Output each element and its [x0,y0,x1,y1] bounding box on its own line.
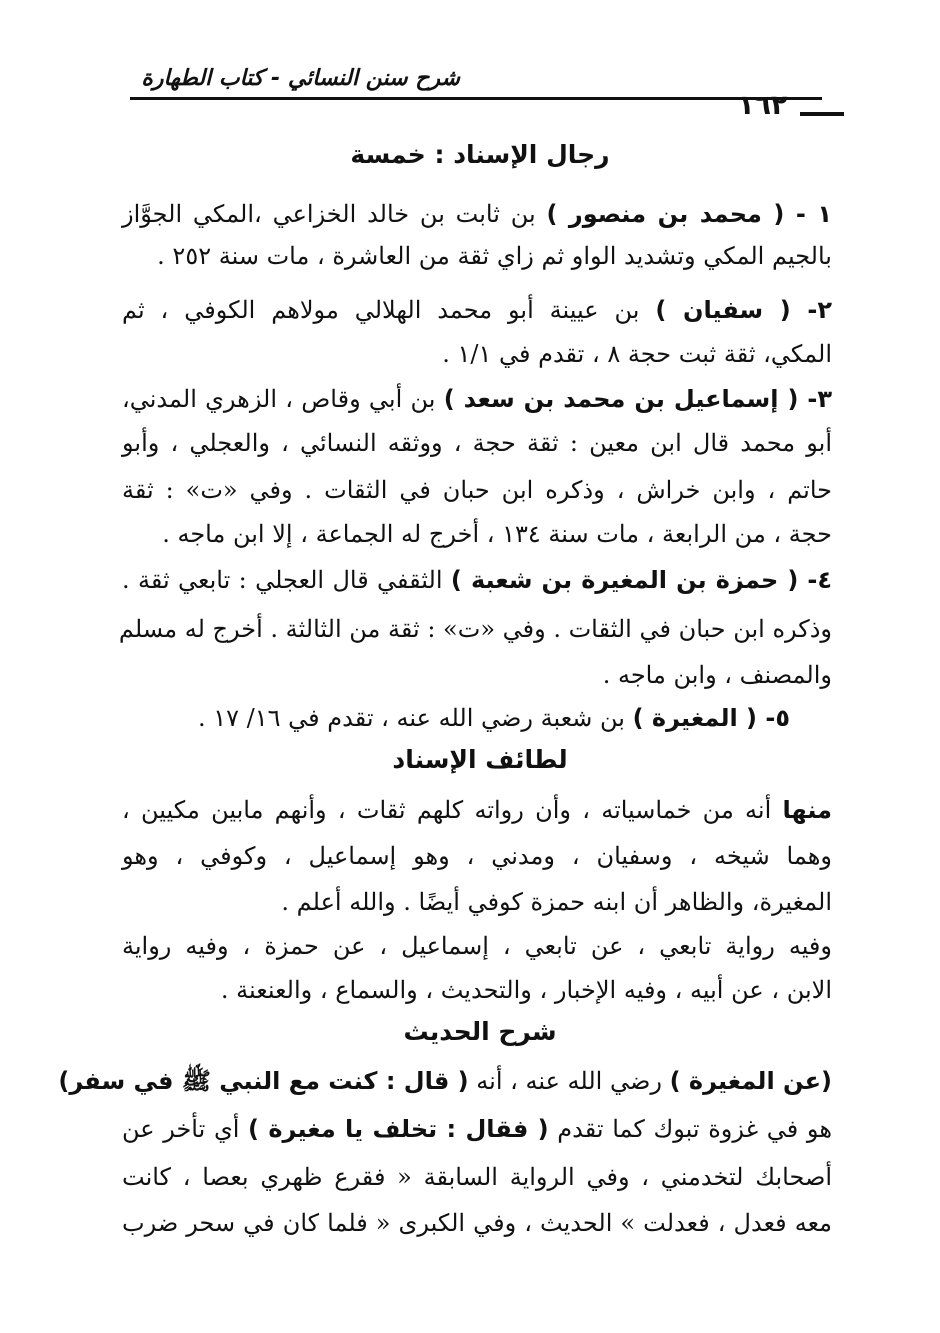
narrator-1-line-2: بالجيم المكي وتشديد الواو ثم زاي ثقة من العاشرة ، مات سنة ٢٥٢ . [157,242,832,270]
narrator-4-line-1 [122,563,832,597]
narrator-2-line-1 [122,293,832,327]
section-title-sharh: شرح الحديث [403,1017,557,1046]
narrator-3-text: بن أبي وقاص ، الزهري المدني، [122,385,444,413]
sharh-text-2: هو في غزوة تبوك كما تقدم [548,1115,832,1143]
narrator-3-line-3: حاتم ، وابن خراش ، وذكره ابن حبان في الثقات . وفي «ت» : ثقة [122,476,832,504]
narrator-2-text: بن عيينة أبو محمد الهلالي مولاهم الكوفي ، ثم [122,296,656,324]
sharh-quote-3: ( فقال : تخلف يا مغيرة ) [248,1115,549,1143]
sharh-line-4: معه فعدل ، فعدلت » الحديث ، وفي الكبرى « فلما كان في سحر ضرب [122,1209,832,1237]
narrator-2-name: ٢- ( سفيان ) [655,296,832,324]
sharh-quote-1: (عن المغيرة ) [669,1067,832,1095]
lataif-line-5: الابن ، عن أبيه ، وفيه الإخبار ، والتحديث ، والسماع ، والعنعنة . [220,976,832,1004]
sharh-line-3: أصحابك لتخدمني ، وفي الرواية السابقة « فقرع ظهري بعصا ، كانت [122,1163,832,1191]
sharh-quote-2: ( قال : كنت مع النبي ﷺ في سفر) [58,1067,469,1095]
narrator-5-line-1 [122,701,790,735]
narrator-3-line-1 [122,382,832,416]
lataif-line-4: وفيه رواية تابعي ، عن تابعي ، إسماعيل ، عن حمزة ، وفيه رواية [122,932,832,960]
sharh-line-1 [58,1064,832,1098]
narrator-1-text: بن ثابت بن خالد الخزاعي ،المكي الجوَّاز [122,200,547,228]
narrator-3-name: ٣- ( إسماعيل بن محمد بن سعد ) [443,385,833,413]
section-title-isnad-men: رجال الإسناد : خمسة [350,140,610,169]
narrator-4-line-3: والمصنف ، وابن ماجه . [602,661,832,689]
narrator-2-line-2: المكي، ثقة ثبت حجة ٨ ، تقدم في ١/١ . [442,340,832,368]
narrator-3-line-4: حجة ، من الرابعة ، مات سنة ١٣٤ ، أخرج له الجماعة ، إلا ابن ماجه . [162,520,832,548]
lataif-text: أنه من خماسياته ، وأن رواته كلهم ثقات ، وأنهم مابين مكيين ، [122,796,783,824]
narrator-5-name: ٥- ( المغيرة ) [632,704,790,732]
page-number: ١٦٢ [738,90,788,121]
narrator-1-name: ١ - ( محمد بن منصور ) [546,200,832,228]
lataif-line-2: وهما شيخه ، وسفيان ، ومدني ، وهو إسماعيل ، وكوفي ، وهو [122,842,832,870]
narrator-4-name: ٤- ( حمزة بن المغيرة بن شعبة ) [450,566,832,594]
header-rule [130,97,822,100]
sharh-line-2 [122,1112,832,1146]
sharh-text-1: رضي الله عنه ، أنه [468,1067,670,1095]
narrator-3-line-2: أبو محمد قال ابن معين : ثقة حجة ، ووثقه النسائي ، والعجلي ، وأبو [122,429,832,457]
narrator-1-line-1 [122,197,832,231]
running-header-title: شرح سنن النسائي - كتاب الطهارة [141,66,460,91]
narrator-5-text: بن شعبة رضي الله عنه ، تقدم في ١٦/ ١٧ . [197,704,633,732]
page-number-dash [800,112,844,116]
section-title-lataif: لطائف الإسناد [392,745,568,774]
sharh-text-3: أي تأخر عن [122,1115,249,1143]
narrator-4-line-2: وذكره ابن حبان في الثقات . وفي «ت» : ثقة من الثالثة . أخرج له مسلم [118,615,832,643]
narrator-4-text: الثقفي قال العجلي : تابعي ثقة . [122,566,451,594]
lataif-line-1 [122,793,832,827]
lataif-line-3: المغيرة، والظاهر أن ابنه حمزة كوفي أيضًا . والله أعلم . [281,888,832,916]
lataif-lead-word: منها [782,796,832,824]
